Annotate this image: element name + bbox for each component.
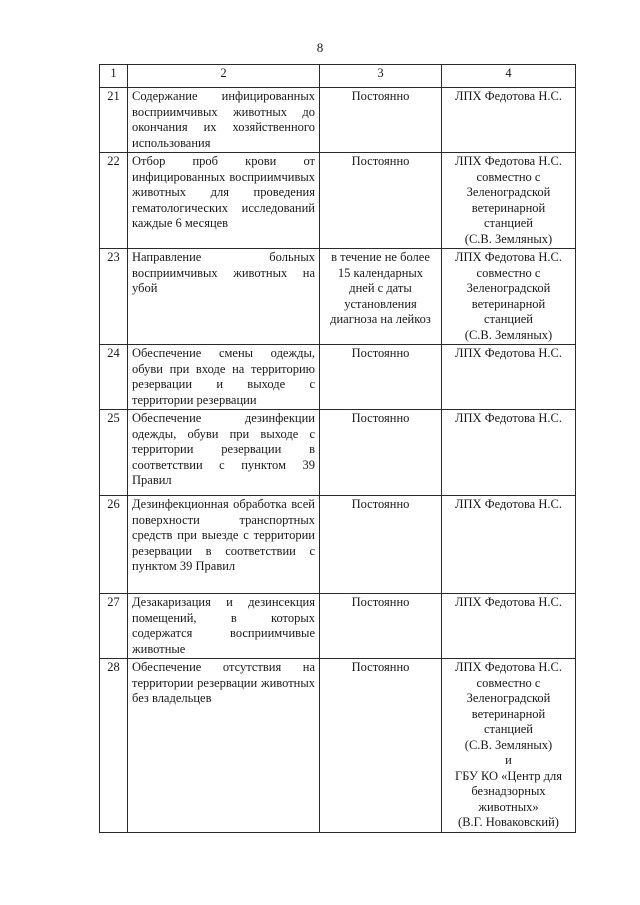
row-action: Обеспечение отсутствия на территории резервации животных без владельцев bbox=[128, 659, 320, 833]
row-number: 23 bbox=[100, 249, 128, 345]
row-deadline: Постоянно bbox=[320, 410, 442, 496]
responsible-line: животных» bbox=[478, 799, 539, 814]
table-row bbox=[100, 594, 576, 659]
row-deadline: Постоянно bbox=[320, 345, 442, 410]
row-responsible bbox=[442, 88, 576, 153]
responsible-line: совместно с bbox=[476, 169, 541, 184]
table-row bbox=[100, 345, 576, 410]
row-responsible bbox=[442, 594, 576, 659]
row-number: 26 bbox=[100, 496, 128, 594]
responsible-line: (С.В. Земляных) bbox=[464, 737, 553, 752]
row-number: 27 bbox=[100, 594, 128, 659]
header-cell-action: 2 bbox=[128, 65, 320, 88]
row-action: Обеспечение дезинфекции одежды, обуви при выходе с территории резервации в соответствии с пунктом 39 Правил bbox=[128, 410, 320, 496]
row-action: Дезинфекционная обработка всей поверхности транспортных средств при выезде с территории резервации в соответствии с пунктом 39 Правил bbox=[128, 496, 320, 594]
responsible-line: ветеринарной станцией bbox=[471, 200, 546, 230]
responsible-line: ЛПХ Федотова Н.С. bbox=[455, 154, 562, 168]
responsible-line: (С.В. Земляных) bbox=[464, 231, 553, 246]
row-responsible bbox=[442, 249, 576, 345]
measures-table bbox=[99, 64, 576, 833]
responsible-line: совместно с bbox=[476, 675, 541, 690]
responsible-line: совместно с bbox=[476, 265, 541, 280]
row-responsible bbox=[442, 659, 576, 833]
row-deadline: Постоянно bbox=[320, 496, 442, 594]
responsible-line: ЛПХ Федотова Н.С. bbox=[455, 595, 562, 609]
row-responsible bbox=[442, 345, 576, 410]
responsible-line: ЛПХ Федотова Н.С. bbox=[455, 660, 562, 674]
responsible-line: Зеленоградской bbox=[466, 185, 551, 199]
table-row bbox=[100, 496, 576, 594]
table-row bbox=[100, 153, 576, 249]
row-action: Направление больных восприимчивых животных на убой bbox=[128, 249, 320, 345]
responsible-line: ЛПХ Федотова Н.С. bbox=[455, 497, 562, 511]
row-number: 25 bbox=[100, 410, 128, 496]
row-deadline: Постоянно bbox=[320, 659, 442, 833]
responsible-line: ветеринарной станцией bbox=[471, 296, 546, 326]
row-deadline: Постоянно bbox=[320, 153, 442, 249]
row-responsible bbox=[442, 410, 576, 496]
row-deadline: Постоянно bbox=[320, 594, 442, 659]
responsible-line: ЛПХ Федотова Н.С. bbox=[455, 89, 562, 103]
row-number: 21 bbox=[100, 88, 128, 153]
row-action: Содержание инфицированных восприимчивых животных до окончания их хозяйственного использования bbox=[128, 88, 320, 153]
header-cell-deadline: 3 bbox=[320, 65, 442, 88]
table-row bbox=[100, 410, 576, 496]
responsible-line: безнадзорных bbox=[471, 784, 546, 798]
row-responsible bbox=[442, 153, 576, 249]
table-row bbox=[100, 88, 576, 153]
responsible-line: ЛПХ Федотова Н.С. bbox=[455, 250, 562, 264]
responsible-line: ЛПХ Федотова Н.С. bbox=[455, 411, 562, 425]
row-action: Дезакаризация и дезинсекция помещений, в которых содержатся восприимчивые животные bbox=[128, 594, 320, 659]
row-deadline: в течение не более 15 календарных дней с даты установления диагноза на лейкоз bbox=[320, 249, 442, 345]
responsible-line: и bbox=[505, 753, 512, 767]
row-number: 22 bbox=[100, 153, 128, 249]
table-row bbox=[100, 659, 576, 833]
row-number: 24 bbox=[100, 345, 128, 410]
table-row bbox=[100, 249, 576, 345]
row-responsible bbox=[442, 496, 576, 594]
header-cell-responsible: 4 bbox=[442, 65, 576, 88]
responsible-line: ГБУ КО «Центр для bbox=[455, 768, 562, 783]
responsible-line: (С.В. Земляных) bbox=[464, 327, 553, 342]
row-deadline: Постоянно bbox=[320, 88, 442, 153]
row-action: Отбор проб крови от инфицированных восприимчивых животных для проведения гематологических исследований каждые 6 месяцев bbox=[128, 153, 320, 249]
responsible-line: ЛПХ Федотова Н.С. bbox=[455, 346, 562, 360]
responsible-line: Зеленоградской bbox=[466, 691, 551, 705]
responsible-line: Зеленоградской bbox=[466, 281, 551, 295]
row-action: Обеспечение смены одежды, обуви при входе на территорию резервации и выходе с территории резервации bbox=[128, 345, 320, 410]
responsible-line: (В.Г. Новаковский) bbox=[458, 815, 559, 829]
table-header-row bbox=[100, 65, 576, 88]
row-number: 28 bbox=[100, 659, 128, 833]
responsible-line: ветеринарной станцией bbox=[471, 706, 546, 736]
page-number: 8 bbox=[316, 40, 324, 55]
header-cell-number: 1 bbox=[100, 65, 128, 88]
